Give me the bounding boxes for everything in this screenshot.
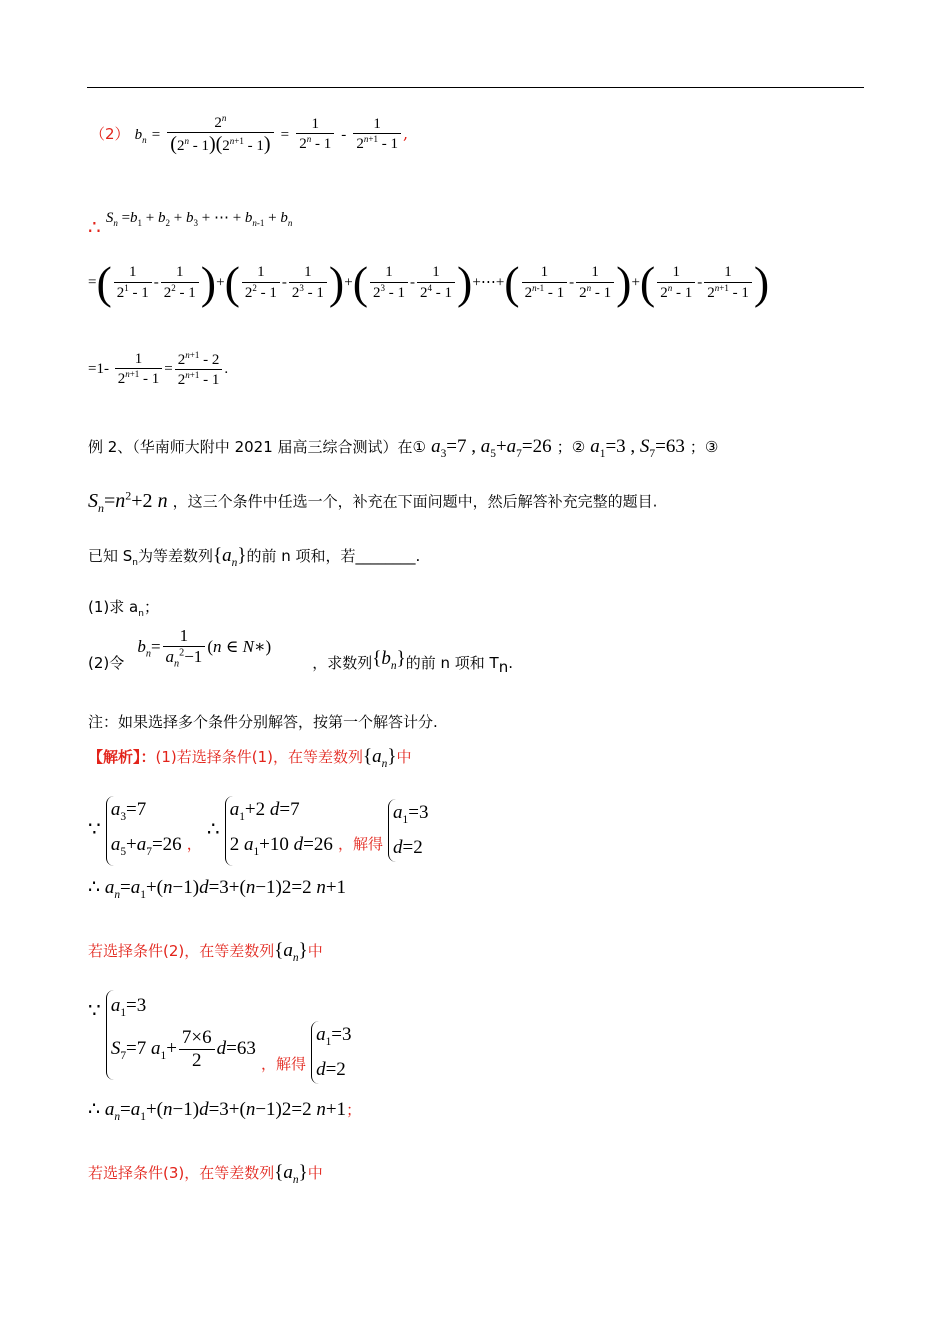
given-line: 已知 $S_n$为等差数列$\{a_n\}$的前 n 项和，若________. — [88, 545, 421, 569]
case-1-result: ∴ $a_n=a_1+(n-1)d=3+(n-1)2=2$ n+1 — [88, 877, 347, 901]
example-2-statement: 例 2、（华南师大附中 2021 届高三综合测试）在① $a_3=7$ , $a_5+a_7=26$ ；② $a_1=3$ , $S_7=63$ ；③ — [88, 436, 719, 460]
solution-case-3-header: 若选择条件(3)，在等差数列$\{a_n\}$中 — [88, 1162, 323, 1186]
sum-line: ∴ $S_n =b_1 + b_2 + b_3$ + ⋯ + $b_{n-1} + b_n$ — [88, 210, 293, 239]
header-rule — [87, 87, 864, 88]
telescoping-expansion: =( $\frac{1}{2^1 - 1}$ - $\frac{1}{2^2 - 1}$ )+( $\frac{1}{2^2 - 1}$ - $\frac{1}{2^3 - 1}$ )+( $\frac{1}{2^3 - 1}$ - $\frac{1}{2^4 - 1}$ )+⋯+( $\frac{1}{2^{n-1} - 1}$ - $\frac{1}{2^n - 1}$ )+( $\frac{1}{2^n - 1}$ - $\frac{1}{2^{n+1} - 1}$ ) — [88, 257, 770, 308]
note-line: 注：如果选择多个条件分别解答，按第一个解答计分. — [88, 713, 438, 731]
ellipsis-plus: +⋯+ — [472, 274, 505, 291]
solution-case-1-header: 【解析】：(1)若选择条件(1)，在等差数列$\{a_n\}$中 — [88, 746, 412, 770]
case-2-system: ∵ $a_1=3$ $S_7=7$ $a_1+$ $\frac{7\times 6}{2}$ d=63 ，解得 $a_1=3$ d=2 — [88, 990, 351, 1080]
example-label: 例 2、（华南师大附中 2021 届高三综合测试）在① — [88, 438, 426, 456]
part-2-marker: （2） — [90, 125, 130, 144]
bn-formula-line: （2） $b_n$ = $\frac{2^n}{(2^n - 1)(2^{n+1} - 1)}$ = $\frac{1}{2^n - 1}$ - $\frac{1}{2^{n+1} - 1}$ , — [90, 113, 409, 156]
therefore-symbol: ∴ — [88, 215, 101, 239]
question-2: (2)令 $b_n=$ $\frac{1}{a_n^2-1}$ (n ∈ N∗) ，求数列$\{b_n\}$的前 n 项和 $T_n$. — [88, 626, 513, 676]
sum-result: =1- $\frac{1}{2^{n+1} - 1}$ = $\frac{2^{n+1} - 2}{2^{n+1} - 1}$ . — [88, 350, 229, 389]
analysis-label: 【解析】： — [88, 748, 156, 766]
case-2-result: ∴ $a_n=a_1+(n-1)d=3+(n-1)2=2$ n+1； — [88, 1099, 362, 1123]
solution-case-2-header: 若选择条件(2)，在等差数列$\{a_n\}$中 — [88, 940, 323, 964]
question-1: (1)求 $a_n$； — [88, 598, 159, 619]
case-1-system: ∵ $a_3=7$ $a_5+a_7=26$ ， ∴ $a_1+2$ d=7 2 $a_1+10$ d=26 ，解得 $a_1=3$ d=2 — [88, 796, 428, 866]
condition-3-line: $S_n=n^2+2$ n ，这三个条件中任选一个，补充在下面问题中，然后解答补充完整的题目. — [88, 488, 658, 515]
